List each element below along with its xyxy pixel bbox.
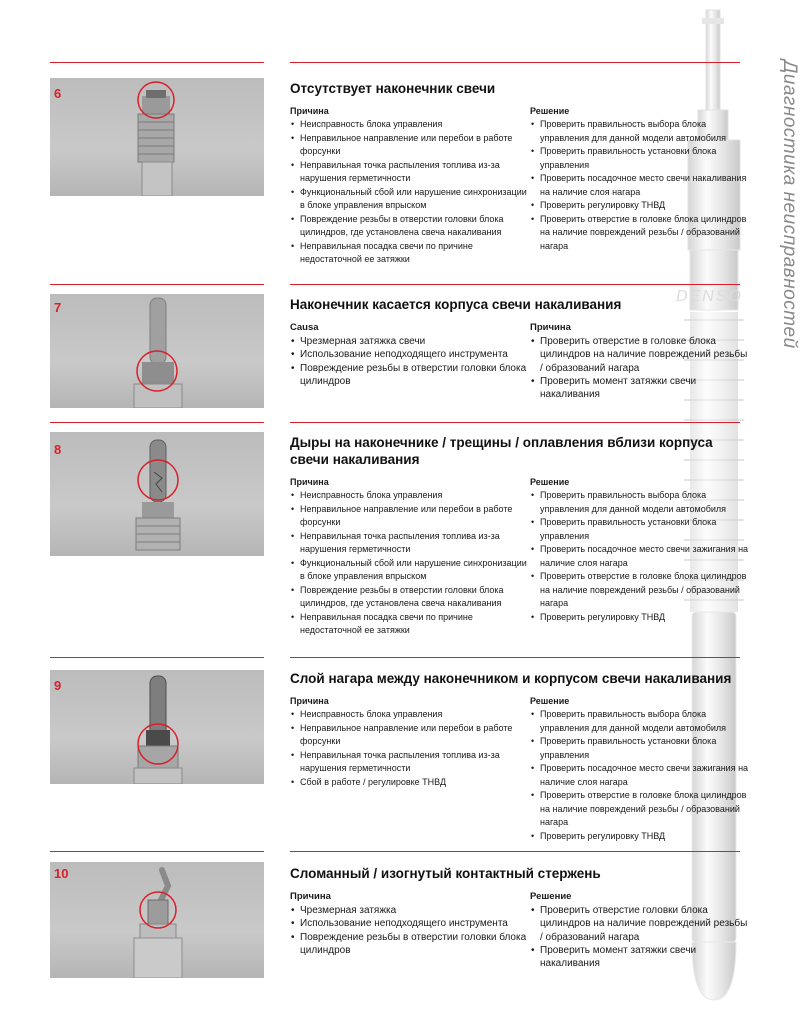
section-title: Дыры на наконечнике / трещины / оплавления вблизи корпуса свечи накаливания — [290, 435, 713, 467]
list-item: • Неправильная точка распыления топлива из-за нарушения герметичности — [290, 159, 530, 186]
list-item: • Использование неподходящего инструмента — [290, 917, 530, 930]
section-7 — [290, 296, 750, 401]
solution-heading: Причина — [530, 322, 571, 333]
solution-heading: Решение — [530, 106, 570, 116]
list-item: • Повреждение резьбы в отверстии головки блока цилиндров, где установлена свеча накаливания — [290, 584, 530, 611]
list-item: • Неправильное направление или перебои в работе форсунки — [290, 132, 530, 159]
photo-glow-plug-6 — [50, 78, 264, 196]
list-item: • Чрезмерная затяжка свечи — [290, 335, 530, 348]
side-title: Диагностика неисправностей — [779, 60, 800, 349]
cause-list — [290, 904, 530, 957]
list-item: • Проверить отверстие в головке блока цилиндров на наличие повреждений резьбы / образований нагара — [530, 213, 750, 254]
list-item: • Проверить отверстие головки блока цилиндров на наличие повреждений резьбы / образований нагара — [530, 904, 750, 944]
section-title: Сломанный / изогнутый контактный стержень — [290, 866, 601, 881]
list-item: • Неправильная точка распыления топлива из-за нарушения герметичности — [290, 749, 530, 776]
divider — [50, 62, 264, 63]
list-item: • Использование неподходящего инструмента — [290, 348, 530, 361]
list-item: • Проверить правильность установки блока управления — [530, 735, 750, 762]
list-item: • Неисправность блока управления — [290, 708, 530, 722]
solution-list — [530, 335, 750, 401]
list-item: • Функциональный сбой или нарушение синхронизации в блоке управления впрыском — [290, 557, 530, 584]
section-8 — [290, 434, 750, 638]
list-item: • Проверить регулировку ТНВД — [530, 199, 750, 213]
cause-heading: Причина — [290, 477, 329, 487]
divider — [290, 422, 740, 423]
list-item: • Неправильная посадка свечи по причине недостаточной ее затяжки — [290, 240, 530, 267]
cause-heading: Причина — [290, 106, 329, 116]
solution-heading: Решение — [530, 696, 570, 706]
list-item: • Неправильная посадка свечи по причине недостаточной ее затяжки — [290, 611, 530, 638]
list-item: • Проверить правильность выбора блока управления для данной модели автомобиля — [530, 708, 750, 735]
section-title: Слой нагара между наконечником и корпусом свечи накаливания — [290, 671, 732, 686]
list-item: • Повреждение резьбы в отверстии головки блока цилиндров — [290, 931, 530, 958]
divider — [290, 284, 740, 285]
solution-heading: Решение — [530, 891, 572, 902]
list-item: • Повреждение резьбы в отверстии головки блока цилиндров, где установлена свеча накаливания — [290, 213, 530, 240]
cause-heading: Причина — [290, 891, 331, 902]
list-item: • Проверить посадочное место свечи зажигания на наличие слоя нагара — [530, 543, 750, 570]
list-item: • Проверить правильность установки блока управления — [530, 145, 750, 172]
list-item: • Проверить отверстие в головке блока цилиндров на наличие повреждений резьбы / образований нагара — [530, 335, 750, 375]
section-title: Наконечник касается корпуса свечи накаливания — [290, 297, 622, 312]
solution-list — [530, 904, 750, 970]
list-item: • Чрезмерная затяжка — [290, 904, 530, 917]
denso-watermark: DENSO — [676, 288, 743, 305]
list-item: • Функциональный сбой или нарушение синхронизации в блоке управления впрыском — [290, 186, 530, 213]
photo-glow-plug-10 — [50, 862, 264, 978]
photo-glow-plug-9 — [50, 670, 264, 784]
list-item: • Проверить правильность выбора блока управления для данной модели автомобиля — [530, 489, 750, 516]
list-item: • Проверить регулировку ТНВД — [530, 611, 750, 625]
section-number: 10 — [54, 866, 69, 881]
list-item: • Проверить отверстие в головке блока цилиндров на наличие повреждений резьбы / образований нагара — [530, 570, 750, 611]
list-item: • Повреждение резьбы в отверстии головки блока цилиндров — [290, 362, 530, 389]
section-10 — [290, 865, 750, 970]
list-item: • Неисправность блока управления — [290, 489, 530, 503]
list-item: • Проверить регулировку ТНВД — [530, 830, 750, 844]
list-item: • Проверить посадочное место свечи накаливания на наличие слоя нагара — [530, 172, 750, 199]
divider — [50, 657, 264, 658]
list-item: • Проверить момент затяжки свечи накаливания — [530, 375, 750, 402]
solution-heading: Решение — [530, 477, 570, 487]
list-item: • Проверить момент затяжки свечи накаливания — [530, 944, 750, 971]
section-number: 6 — [54, 86, 62, 101]
section-number: 7 — [54, 300, 62, 315]
section-6 — [290, 80, 750, 267]
divider — [290, 657, 740, 658]
section-number: 9 — [54, 678, 62, 693]
divider — [290, 851, 740, 852]
cause-heading: Причина — [290, 696, 329, 706]
list-item: • Неправильная точка распыления топлива из-за нарушения герметичности — [290, 530, 530, 557]
list-item: • Проверить посадочное место свечи зажигания на наличие слоя нагара — [530, 762, 750, 789]
list-item: • Проверить правильность установки блока управления — [530, 516, 750, 543]
list-item: • Неправильное направление или перебои в работе форсунки — [290, 503, 530, 530]
section-9 — [290, 670, 750, 843]
photo-glow-plug-8 — [50, 432, 264, 556]
photo-glow-plug-7 — [50, 294, 264, 408]
cause-list — [290, 335, 530, 388]
divider — [50, 851, 264, 852]
solution-list — [530, 708, 750, 843]
divider — [290, 62, 740, 63]
section-number: 8 — [54, 442, 62, 457]
cause-heading: Causa — [290, 322, 319, 333]
divider — [50, 284, 264, 285]
solution-list — [530, 118, 750, 253]
cause-list — [290, 489, 530, 638]
cause-list — [290, 118, 530, 267]
solution-list — [530, 489, 750, 624]
list-item: • Проверить правильность выбора блока управления для данной модели автомобиля — [530, 118, 750, 145]
section-title: Отсутствует наконечник свечи — [290, 81, 496, 96]
divider — [50, 422, 264, 423]
list-item: • Неисправность блока управления — [290, 118, 530, 132]
cause-list — [290, 708, 530, 789]
list-item: • Неправильное направление или перебои в работе форсунки — [290, 722, 530, 749]
list-item: • Проверить отверстие в головке блока цилиндров на наличие повреждений резьбы / образований нагара — [530, 789, 750, 830]
list-item: • Сбой в работе / регулировке ТНВД — [290, 776, 530, 790]
